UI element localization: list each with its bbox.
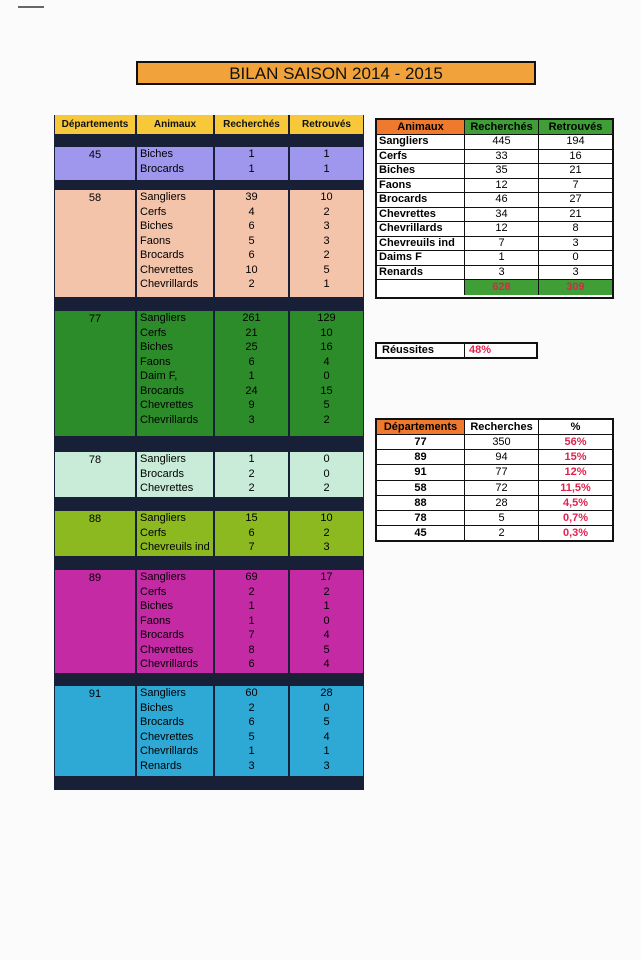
cell-retrouves: 2 (323, 249, 330, 261)
cell-animal: Biches (140, 600, 174, 612)
dept-header-percent: % (539, 420, 612, 435)
cell-recherches: 6 (248, 220, 255, 232)
cell-recherches: 2 (248, 467, 255, 480)
cell-animal: Biches (140, 341, 174, 353)
dept-code: 88 (88, 513, 102, 525)
cell-retrouves: 1 (323, 600, 330, 612)
cell-recherches: 6 (248, 526, 255, 539)
cell-recherches: 39 (245, 191, 258, 203)
dept-row (377, 496, 612, 511)
cell-recherches: 15 (245, 512, 258, 524)
summary-retrouves: 194 (539, 135, 612, 150)
cell-animal: Cerfs (140, 585, 167, 598)
summary-header-row (377, 120, 612, 135)
cell-animal: Biches (140, 148, 174, 160)
summary-header-recherches: Recherchés (465, 120, 539, 135)
cell-retrouves: 1 (323, 148, 330, 160)
cell-recherches: 3 (248, 759, 255, 772)
summary-row (377, 179, 612, 194)
dept-recherches: 28 (465, 496, 539, 511)
summary-header-retrouves: Retrouvés (539, 120, 612, 135)
dept-code-cell (54, 452, 136, 497)
summary-retrouves: 16 (539, 150, 612, 165)
dept-code: 89 (88, 572, 102, 584)
cell-retrouves: 2 (323, 585, 330, 598)
dept-code-cell (54, 147, 136, 180)
cell-retrouves: 2 (323, 205, 330, 218)
page-title: BILAN SAISON 2014 - 2015 (136, 61, 536, 85)
cell-retrouves: 0 (323, 370, 330, 382)
cell-animal: Chevrillards (140, 658, 199, 670)
cell-retrouves: 1 (323, 278, 330, 290)
dept-row (377, 481, 612, 496)
dept-recherches: 94 (465, 450, 539, 465)
cell-retrouves: 10 (320, 512, 333, 524)
summary-recherches: 35 (465, 164, 539, 179)
cell-retrouves: 2 (323, 482, 330, 494)
summary-recherches: 445 (465, 135, 539, 150)
cell-recherches: 1 (248, 614, 255, 627)
summary-totals-row (377, 280, 612, 295)
cell-recherches: 69 (245, 571, 258, 583)
cell-retrouves: 28 (320, 687, 333, 699)
cell-retrouves: 15 (320, 384, 333, 397)
summary-row (377, 164, 612, 179)
summary-animal: Sangliers (377, 135, 465, 150)
cell-recherches: 2 (248, 585, 255, 598)
dept-row (377, 511, 612, 526)
summary-row (377, 222, 612, 237)
cell-animal: Chevrillards (140, 745, 199, 757)
cell-animal: Cerfs (140, 526, 167, 539)
cell-retrouves: 5 (323, 716, 330, 728)
summary-row (377, 208, 612, 223)
success-value: 48% (469, 344, 492, 356)
summary-retrouves: 8 (539, 222, 612, 237)
summary-retrouves: 27 (539, 193, 612, 208)
summary-recherches: 46 (465, 193, 539, 208)
header-animaux: Animaux (136, 115, 214, 134)
cell-recherches: 10 (245, 263, 258, 276)
cell-recherches: 2 (248, 278, 255, 290)
cell-retrouves: 5 (323, 399, 330, 411)
dept-code: 89 (377, 450, 465, 465)
cell-retrouves: 17 (320, 571, 333, 583)
cell-recherches: 3 (248, 413, 255, 426)
dept-code: 88 (377, 496, 465, 511)
dept-code: 58 (88, 192, 102, 204)
summary-recherches: 33 (465, 150, 539, 165)
summary-animal: Brocards (377, 193, 465, 208)
scan-mark (18, 6, 44, 8)
summary-retrouves: 7 (539, 179, 612, 194)
cell-retrouves: 129 (317, 312, 336, 324)
dept-percent: 0,3% (539, 526, 612, 541)
cell-retrouves: 3 (323, 541, 330, 553)
dept-recherches: 2 (465, 526, 539, 541)
cell-recherches: 25 (245, 341, 258, 353)
dept-recherches: 350 (465, 435, 539, 450)
summary-animal: Faons (377, 179, 465, 194)
dept-code-cell (54, 570, 136, 673)
dept-block (54, 686, 364, 776)
cell-retrouves: 4 (323, 730, 330, 743)
cell-retrouves: 5 (323, 263, 330, 276)
summary-recherches: 7 (465, 237, 539, 252)
summary-row (377, 193, 612, 208)
summary-animal: Cerfs (377, 150, 465, 165)
summary-retrouves: 21 (539, 208, 612, 223)
cell-animal: Chevrettes (140, 263, 194, 276)
cell-recherches: 5 (248, 234, 255, 247)
cell-animal: Brocards (140, 629, 185, 641)
summary-animal: Chevrillards (377, 222, 465, 237)
header-recherches: Recherchés (214, 115, 289, 134)
dept-code-cell (54, 511, 136, 556)
dept-code: 45 (377, 526, 465, 541)
cell-recherches: 4 (248, 205, 255, 218)
summary-row (377, 237, 612, 252)
success-box (375, 342, 538, 359)
cell-animal: Chevrettes (140, 643, 194, 656)
cell-animal: Chevreuils ind (140, 541, 210, 553)
summary-recherches: 12 (465, 222, 539, 237)
dept-row (377, 450, 612, 465)
cell-recherches: 261 (242, 312, 261, 324)
cell-retrouves: 0 (323, 614, 330, 627)
success-label: Réussites (377, 344, 465, 357)
dept-code: 77 (377, 435, 465, 450)
dept-recherches: 77 (465, 465, 539, 480)
cell-retrouves: 2 (323, 413, 330, 426)
dept-table (375, 418, 614, 542)
cell-recherches: 2 (248, 482, 255, 494)
cell-animal: Biches (140, 220, 174, 232)
dept-header-recherches: Recherches (465, 420, 539, 435)
cell-recherches: 60 (245, 687, 258, 699)
cell-animal: Chevrillards (140, 413, 199, 426)
cell-retrouves: 5 (323, 643, 330, 656)
cell-recherches: 1 (248, 162, 255, 175)
cell-retrouves: 3 (323, 234, 330, 247)
dept-code: 78 (88, 454, 102, 466)
dept-block (54, 511, 364, 556)
cell-animal: Sangliers (140, 453, 186, 465)
dept-row (377, 526, 612, 541)
dept-percent: 11,5% (539, 481, 612, 496)
cell-animal: Cerfs (140, 205, 167, 218)
cell-animal: Faons (140, 614, 171, 627)
summary-recherches: 3 (465, 266, 539, 281)
dept-row (377, 465, 612, 480)
dept-recherches: 72 (465, 481, 539, 496)
header-departements: Départements (54, 115, 136, 134)
cell-animal: Sangliers (140, 571, 186, 583)
summary-row (377, 266, 612, 281)
cell-retrouves: 0 (323, 701, 330, 714)
cell-animal: Brocards (140, 162, 185, 175)
cell-animal: Chevrettes (140, 482, 194, 494)
cell-recherches: 2 (248, 701, 255, 714)
cell-animal: Biches (140, 701, 174, 714)
cell-retrouves: 3 (323, 220, 330, 232)
summary-recherches: 12 (465, 179, 539, 194)
cell-recherches: 21 (245, 326, 258, 339)
cell-retrouves: 10 (320, 326, 333, 339)
cell-recherches: 6 (248, 658, 255, 670)
cell-animal: Brocards (140, 716, 185, 728)
summary-retrouves: 21 (539, 164, 612, 179)
cell-retrouves: 0 (323, 467, 330, 480)
cell-recherches: 6 (248, 716, 255, 728)
cell-recherches: 1 (248, 745, 255, 757)
dept-percent: 4,5% (539, 496, 612, 511)
summary-row (377, 251, 612, 266)
dept-block (54, 147, 364, 180)
dept-code: 91 (88, 688, 102, 700)
cell-animal: Brocards (140, 249, 185, 261)
cell-recherches: 8 (248, 643, 255, 656)
cell-animal: Renards (140, 759, 182, 772)
cell-recherches: 9 (248, 399, 255, 411)
dept-code: 77 (88, 313, 102, 325)
dept-row (377, 435, 612, 450)
cell-animal: Chevrettes (140, 399, 194, 411)
dept-percent: 0,7% (539, 511, 612, 526)
dept-block (54, 452, 364, 497)
cell-retrouves: 16 (320, 341, 333, 353)
dept-header-row (377, 420, 612, 435)
summary-retrouves: 3 (539, 237, 612, 252)
dept-header-departements: Départements (377, 420, 465, 435)
cell-animal: Sangliers (140, 312, 186, 324)
summary-header-animaux: Animaux (377, 120, 465, 135)
cell-animal: Faons (140, 355, 171, 368)
summary-recherches: 1 (465, 251, 539, 266)
cell-recherches: 7 (248, 541, 255, 553)
dept-code-cell (54, 190, 136, 297)
cell-animal: Sangliers (140, 512, 186, 524)
summary-animal: Renards (377, 266, 465, 281)
dept-recherches: 5 (465, 511, 539, 526)
summary-retrouves: 0 (539, 251, 612, 266)
cell-retrouves: 4 (323, 355, 330, 368)
summary-retrouves: 3 (539, 266, 612, 281)
dept-percent: 15% (539, 450, 612, 465)
cell-retrouves: 4 (323, 658, 330, 670)
summary-animal: Chevreuils ind (377, 237, 465, 252)
summary-total-recherches: 628 (465, 280, 539, 295)
cell-animal: Cerfs (140, 326, 167, 339)
cell-recherches: 6 (248, 249, 255, 261)
cell-retrouves: 10 (320, 191, 333, 203)
summary-animal: Biches (377, 164, 465, 179)
dept-code: 58 (377, 481, 465, 496)
cell-retrouves: 1 (323, 162, 330, 175)
cell-animal: Brocards (140, 467, 185, 480)
cell-recherches: 1 (248, 600, 255, 612)
cell-animal: Daim F, (140, 370, 178, 382)
cell-animal: Chevrettes (140, 730, 194, 743)
cell-retrouves: 2 (323, 526, 330, 539)
summary-animal: Chevrettes (377, 208, 465, 223)
cell-recherches: 1 (248, 370, 255, 382)
cell-recherches: 24 (245, 384, 258, 397)
cell-recherches: 1 (248, 148, 255, 160)
summary-table (375, 118, 614, 299)
summary-row (377, 135, 612, 150)
header-retrouves: Retrouvés (289, 115, 364, 134)
dept-percent: 56% (539, 435, 612, 450)
main-table (54, 115, 364, 790)
summary-row (377, 150, 612, 165)
cell-recherches: 5 (248, 730, 255, 743)
cell-retrouves: 4 (323, 629, 330, 641)
cell-retrouves: 0 (323, 453, 330, 465)
main-table-header (54, 115, 364, 134)
cell-retrouves: 3 (323, 759, 330, 772)
dept-block (54, 311, 364, 436)
dept-block (54, 190, 364, 297)
summary-recherches: 34 (465, 208, 539, 223)
cell-recherches: 7 (248, 629, 255, 641)
cell-animal: Sangliers (140, 191, 186, 203)
cell-animal: Faons (140, 234, 171, 247)
dept-code-cell (54, 686, 136, 776)
dept-code: 91 (377, 465, 465, 480)
summary-total-retrouves: 309 (539, 280, 612, 295)
cell-animal: Sangliers (140, 687, 186, 699)
dept-code-cell (54, 311, 136, 436)
cell-retrouves: 1 (323, 745, 330, 757)
cell-animal: Brocards (140, 384, 185, 397)
cell-animal: Chevrillards (140, 278, 199, 290)
dept-code: 78 (377, 511, 465, 526)
cell-recherches: 6 (248, 355, 255, 368)
dept-percent: 12% (539, 465, 612, 480)
summary-animal: Daims F (377, 251, 465, 266)
dept-block (54, 570, 364, 673)
dept-code: 45 (88, 149, 102, 161)
cell-recherches: 1 (248, 453, 255, 465)
